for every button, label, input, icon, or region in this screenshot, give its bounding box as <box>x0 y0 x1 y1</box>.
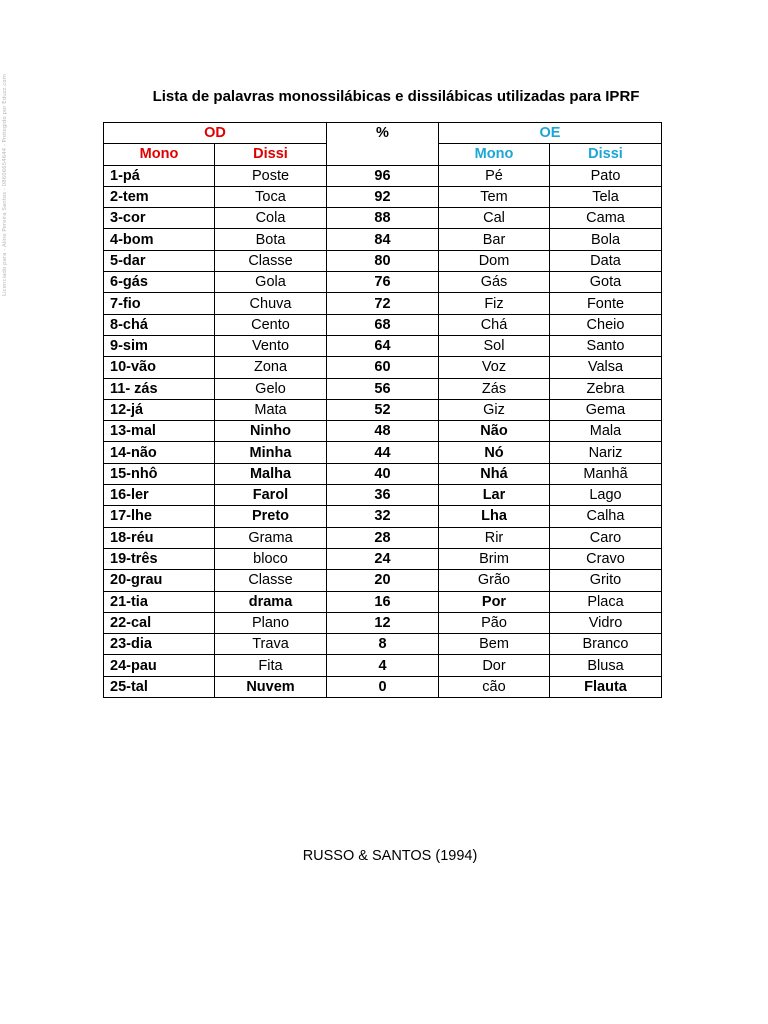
cell-oe-dissi: Cheio <box>550 314 662 335</box>
header-od-dissi: Dissi <box>215 144 327 165</box>
cell-od-mono: 18-réu <box>104 527 215 548</box>
cell-od-mono: 21-tia <box>104 591 215 612</box>
table-row <box>104 527 662 548</box>
watermark-text: Licenciado para - Aline Pereira Santos - 08606654644 - Protegido por Eduzz.com <box>2 73 8 296</box>
table-row <box>104 165 662 186</box>
cell-percent: 68 <box>327 314 439 335</box>
cell-od-mono: 16-ler <box>104 485 215 506</box>
word-list-table <box>103 122 662 698</box>
cell-od-dissi: Cola <box>215 208 327 229</box>
cell-oe-mono: Sol <box>439 335 550 356</box>
table-row <box>104 335 662 356</box>
table-row <box>104 250 662 271</box>
cell-od-dissi: Zona <box>215 357 327 378</box>
cell-percent: 72 <box>327 293 439 314</box>
cell-percent: 92 <box>327 186 439 207</box>
header-percent: % <box>327 123 439 166</box>
cell-oe-mono: Zás <box>439 378 550 399</box>
cell-percent: 16 <box>327 591 439 612</box>
cell-od-mono: 10-vão <box>104 357 215 378</box>
cell-od-mono: 9-sim <box>104 335 215 356</box>
cell-oe-mono: cão <box>439 676 550 697</box>
cell-percent: 40 <box>327 463 439 484</box>
cell-oe-mono: Por <box>439 591 550 612</box>
table-row <box>104 229 662 250</box>
table-row <box>104 272 662 293</box>
cell-oe-mono: Bar <box>439 229 550 250</box>
cell-oe-mono: Fiz <box>439 293 550 314</box>
table-row <box>104 506 662 527</box>
cell-oe-mono: Brim <box>439 548 550 569</box>
cell-percent: 0 <box>327 676 439 697</box>
cell-oe-dissi: Santo <box>550 335 662 356</box>
cell-oe-dissi: Cama <box>550 208 662 229</box>
header-row-group <box>104 123 662 144</box>
cell-oe-dissi: Valsa <box>550 357 662 378</box>
cell-od-dissi: Malha <box>215 463 327 484</box>
table-row <box>104 634 662 655</box>
cell-od-mono: 3-cor <box>104 208 215 229</box>
header-od: OD <box>104 123 327 144</box>
cell-percent: 20 <box>327 570 439 591</box>
cell-oe-dissi: Manhã <box>550 463 662 484</box>
cell-oe-dissi: Nariz <box>550 442 662 463</box>
cell-od-mono: 5-dar <box>104 250 215 271</box>
cell-od-dissi: Classe <box>215 250 327 271</box>
table-row <box>104 612 662 633</box>
cell-od-mono: 8-chá <box>104 314 215 335</box>
cell-od-dissi: Vento <box>215 335 327 356</box>
cell-od-dissi: Minha <box>215 442 327 463</box>
cell-oe-mono: Não <box>439 421 550 442</box>
cell-oe-dissi: Blusa <box>550 655 662 676</box>
cell-od-mono: 12-já <box>104 399 215 420</box>
cell-oe-mono: Rir <box>439 527 550 548</box>
cell-percent: 60 <box>327 357 439 378</box>
cell-oe-dissi: Lago <box>550 485 662 506</box>
cell-od-mono: 23-dia <box>104 634 215 655</box>
cell-oe-mono: Pé <box>439 165 550 186</box>
cell-percent: 88 <box>327 208 439 229</box>
table-row <box>104 421 662 442</box>
cell-oe-dissi: Flauta <box>550 676 662 697</box>
cell-od-mono: 4-bom <box>104 229 215 250</box>
page-title: Lista de palavras monossilábicas e dissilábicas utilizadas para IPRF <box>152 88 640 105</box>
cell-od-mono: 14-não <box>104 442 215 463</box>
cell-oe-dissi: Grito <box>550 570 662 591</box>
cell-od-mono: 25-tal <box>104 676 215 697</box>
cell-oe-dissi: Bola <box>550 229 662 250</box>
cell-od-mono: 1-pá <box>104 165 215 186</box>
table-row <box>104 293 662 314</box>
cell-od-dissi: Cento <box>215 314 327 335</box>
cell-oe-dissi: Branco <box>550 634 662 655</box>
table-row <box>104 442 662 463</box>
cell-od-dissi: Mata <box>215 399 327 420</box>
table-row <box>104 548 662 569</box>
cell-oe-dissi: Caro <box>550 527 662 548</box>
table-row <box>104 357 662 378</box>
cell-od-dissi: bloco <box>215 548 327 569</box>
table-row <box>104 378 662 399</box>
cell-oe-dissi: Gema <box>550 399 662 420</box>
cell-od-dissi: Chuva <box>215 293 327 314</box>
table-row <box>104 485 662 506</box>
cell-od-dissi: Grama <box>215 527 327 548</box>
cell-oe-dissi: Zebra <box>550 378 662 399</box>
cell-oe-mono: Nhá <box>439 463 550 484</box>
table-row <box>104 208 662 229</box>
cell-od-dissi: Trava <box>215 634 327 655</box>
cell-oe-mono: Pão <box>439 612 550 633</box>
table-row <box>104 591 662 612</box>
table-row <box>104 655 662 676</box>
cell-percent: 28 <box>327 527 439 548</box>
cell-percent: 32 <box>327 506 439 527</box>
table-row <box>104 463 662 484</box>
cell-oe-mono: Dom <box>439 250 550 271</box>
cell-od-mono: 15-nhô <box>104 463 215 484</box>
cell-percent: 96 <box>327 165 439 186</box>
cell-percent: 8 <box>327 634 439 655</box>
cell-oe-dissi: Fonte <box>550 293 662 314</box>
cell-percent: 80 <box>327 250 439 271</box>
cell-oe-dissi: Vidro <box>550 612 662 633</box>
cell-oe-dissi: Calha <box>550 506 662 527</box>
cell-od-mono: 6-gás <box>104 272 215 293</box>
cell-oe-mono: Chá <box>439 314 550 335</box>
cell-oe-dissi: Tela <box>550 186 662 207</box>
header-od-mono: Mono <box>104 144 215 165</box>
cell-od-dissi: Classe <box>215 570 327 591</box>
cell-oe-mono: Dor <box>439 655 550 676</box>
cell-oe-mono: Gás <box>439 272 550 293</box>
cell-od-dissi: Nuvem <box>215 676 327 697</box>
cell-oe-mono: Voz <box>439 357 550 378</box>
cell-oe-mono: Tem <box>439 186 550 207</box>
cell-percent: 24 <box>327 548 439 569</box>
cell-od-dissi: Farol <box>215 485 327 506</box>
cell-od-dissi: Poste <box>215 165 327 186</box>
cell-percent: 52 <box>327 399 439 420</box>
cell-oe-dissi: Mala <box>550 421 662 442</box>
header-oe-dissi: Dissi <box>550 144 662 165</box>
table-row <box>104 399 662 420</box>
cell-od-dissi: Plano <box>215 612 327 633</box>
cell-oe-mono: Cal <box>439 208 550 229</box>
cell-oe-mono: Giz <box>439 399 550 420</box>
cell-od-mono: 24-pau <box>104 655 215 676</box>
table-row <box>104 186 662 207</box>
cell-od-mono: 19-três <box>104 548 215 569</box>
cell-oe-mono: Bem <box>439 634 550 655</box>
cell-percent: 36 <box>327 485 439 506</box>
cell-oe-mono: Nó <box>439 442 550 463</box>
table-row <box>104 570 662 591</box>
cell-percent: 84 <box>327 229 439 250</box>
cell-od-dissi: Gola <box>215 272 327 293</box>
table-row <box>104 676 662 697</box>
cell-percent: 56 <box>327 378 439 399</box>
header-oe: OE <box>439 123 662 144</box>
cell-percent: 48 <box>327 421 439 442</box>
cell-oe-dissi: Pato <box>550 165 662 186</box>
cell-oe-dissi: Gota <box>550 272 662 293</box>
cell-od-dissi: drama <box>215 591 327 612</box>
cell-od-dissi: Ninho <box>215 421 327 442</box>
cell-percent: 12 <box>327 612 439 633</box>
citation: RUSSO & SANTOS (1994) <box>302 848 478 864</box>
license-watermark <box>0 6 12 306</box>
cell-oe-mono: Lha <box>439 506 550 527</box>
cell-od-dissi: Fita <box>215 655 327 676</box>
cell-oe-mono: Lar <box>439 485 550 506</box>
cell-oe-mono: Grão <box>439 570 550 591</box>
cell-percent: 44 <box>327 442 439 463</box>
cell-percent: 4 <box>327 655 439 676</box>
cell-od-mono: 13-mal <box>104 421 215 442</box>
cell-od-dissi: Toca <box>215 186 327 207</box>
cell-oe-dissi: Data <box>550 250 662 271</box>
header-oe-mono: Mono <box>439 144 550 165</box>
cell-od-mono: 7-fio <box>104 293 215 314</box>
table-row <box>104 314 662 335</box>
cell-od-dissi: Gelo <box>215 378 327 399</box>
cell-od-mono: 11- zás <box>104 378 215 399</box>
cell-od-mono: 20-grau <box>104 570 215 591</box>
cell-percent: 64 <box>327 335 439 356</box>
cell-percent: 76 <box>327 272 439 293</box>
cell-od-dissi: Bota <box>215 229 327 250</box>
cell-oe-dissi: Cravo <box>550 548 662 569</box>
cell-od-mono: 2-tem <box>104 186 215 207</box>
cell-od-dissi: Preto <box>215 506 327 527</box>
cell-oe-dissi: Placa <box>550 591 662 612</box>
cell-od-mono: 22-cal <box>104 612 215 633</box>
cell-od-mono: 17-lhe <box>104 506 215 527</box>
